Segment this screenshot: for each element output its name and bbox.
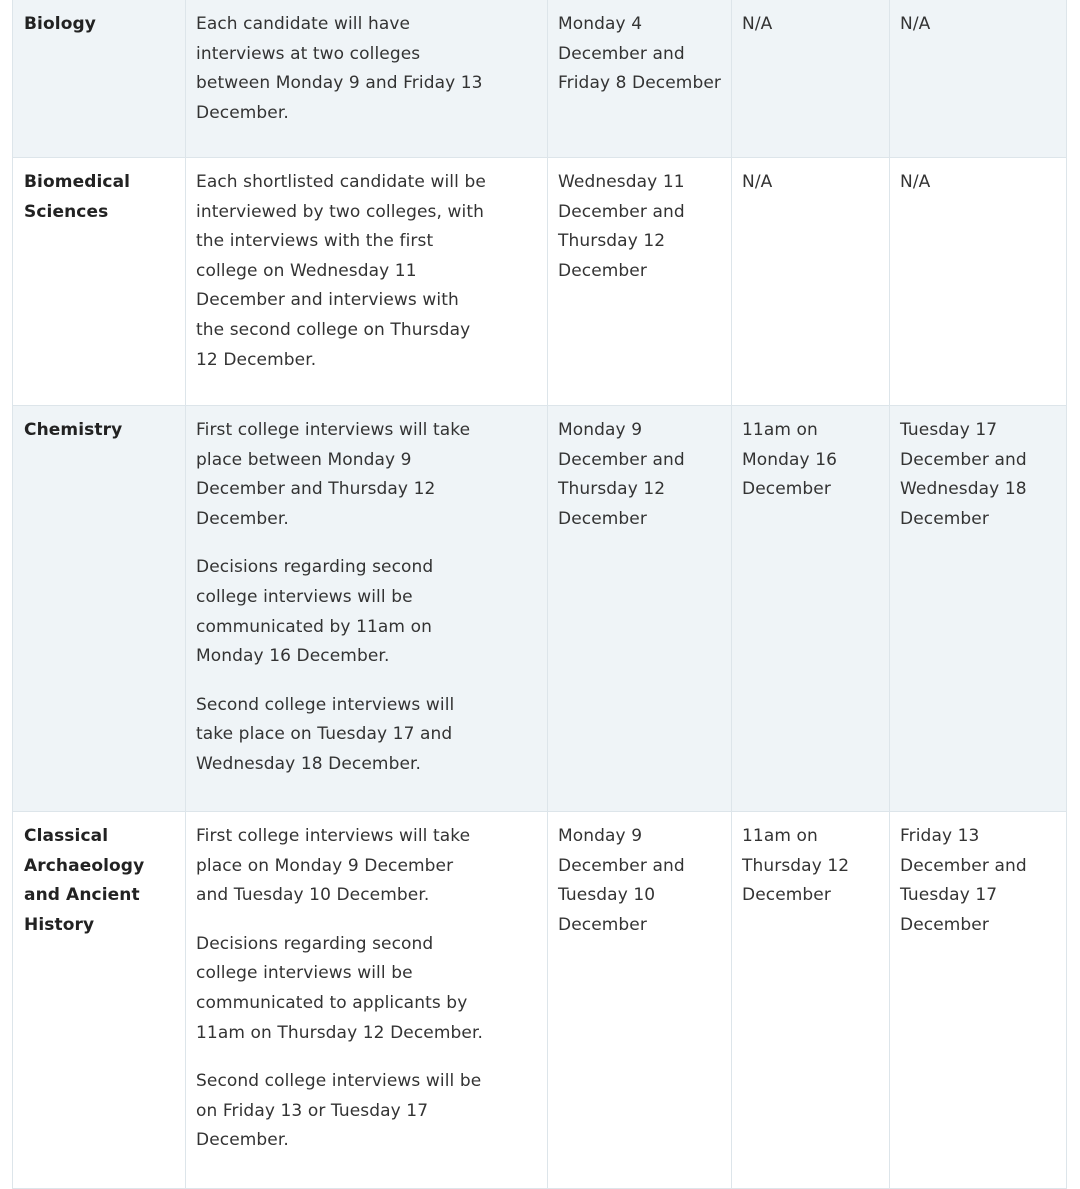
first-interview-dates-cell: Monday 4 December and Friday 8 December [548, 0, 732, 158]
description-paragraph: First college interviews will take place between Monday 9 December and Thursday 12 December. [196, 420, 471, 529]
second-interview-dates-cell: Friday 13 December and Tuesday 17 December [890, 812, 1067, 1189]
description-cell [186, 0, 548, 158]
decision-date-cell: N/A [732, 0, 890, 158]
first-interview-dates-cell: Wednesday 11 December and Thursday 12 December [548, 158, 732, 406]
second-interview-dates-cell: N/A [890, 158, 1067, 406]
description-paragraph: Each shortlisted candidate will be interviewed by two colleges, with the interviews with the first college on Wednesday 11 December and interviews with the second college on Thursday 12 December. [196, 172, 486, 370]
description-paragraph: Decisions regarding second college interviews will be communicated to applicants by 11am on Thursday 12 December. [196, 933, 483, 1043]
subject-cell: Biomedical Sciences [13, 158, 186, 406]
table-row [13, 158, 1067, 406]
description-cell [186, 158, 548, 406]
decision-date-cell: 11am on Monday 16 December [732, 406, 890, 812]
table-row [13, 406, 1067, 812]
decision-date-cell: 11am on Thursday 12 December [732, 812, 890, 1189]
decision-date-cell: N/A [732, 158, 890, 406]
description-paragraph: Decisions regarding second college interviews will be communicated by 11am on Monday 16 December. [196, 557, 434, 667]
subject-cell: Chemistry [13, 406, 186, 812]
first-interview-dates-cell: Monday 9 December and Tuesday 10 December [548, 812, 732, 1189]
description-paragraph: Second college interviews will be on Friday 13 or Tuesday 17 December. [196, 1071, 482, 1151]
subject-cell: Classical Archaeology and Ancient History [13, 812, 186, 1189]
description-cell [186, 406, 548, 812]
second-interview-dates-cell: N/A [890, 0, 1067, 158]
table-row [13, 812, 1067, 1189]
subject-cell: Biology [13, 0, 186, 158]
second-interview-dates-cell: Tuesday 17 December and Wednesday 18 December [890, 406, 1067, 812]
description-paragraph: Second college interviews will take place on Tuesday 17 and Wednesday 18 December. [196, 694, 455, 774]
description-paragraph: Each candidate will have interviews at two colleges between Monday 9 and Friday 13 December. [196, 14, 483, 123]
description-paragraph: First college interviews will take place on Monday 9 December and Tuesday 10 December. [196, 826, 471, 906]
first-interview-dates-cell: Monday 9 December and Thursday 12 December [548, 406, 732, 812]
description-cell [186, 812, 548, 1189]
interview-schedule-table-wrapper [12, 0, 1066, 1189]
table-row [13, 0, 1067, 158]
interview-schedule-table [12, 0, 1067, 1189]
